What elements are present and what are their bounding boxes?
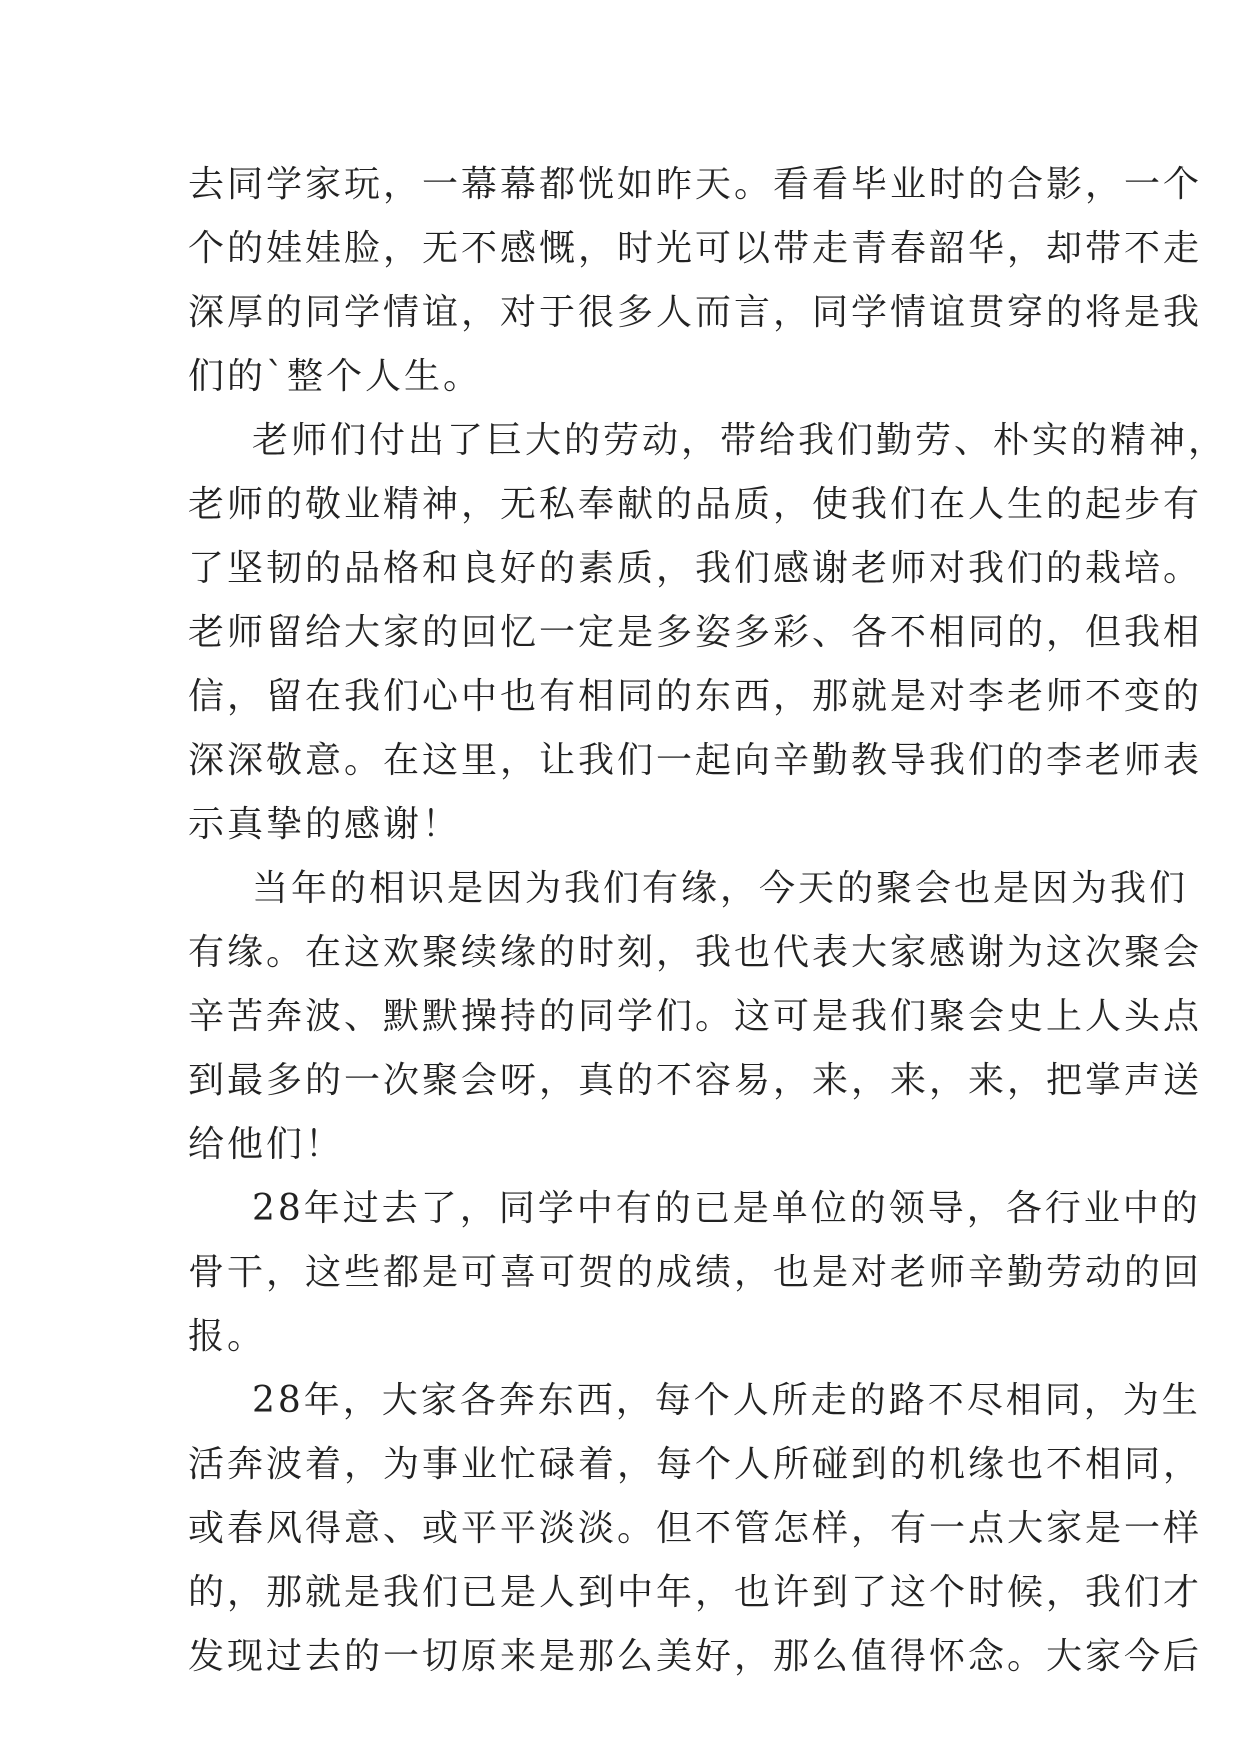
text-line: 去同学家玩，一幕幕都恍如昨天。看看毕业时的合影，一个 — [188, 164, 1203, 205]
text-line: 骨干，这些都是可喜可贺的成绩，也是对老师辛勤劳动的回 — [188, 1252, 1203, 1293]
text-line: 老师留给大家的回忆一定是多姿多彩、各不相同的，但我相 — [188, 612, 1203, 653]
text-line: 活奔波着，为事业忙碌着，每个人所碰到的机缘也不相同， — [188, 1444, 1203, 1485]
text-line: 辛苦奔波、默默操持的同学们。这可是我们聚会史上人头点 — [188, 996, 1203, 1037]
text-line: 老师的敬业精神，无私奉献的品质，使我们在人生的起步有 — [188, 484, 1203, 525]
text-line: 或春风得意、或平平淡淡。但不管怎样，有一点大家是一样 — [188, 1508, 1203, 1549]
text-line: 28年过去了，同学中有的已是单位的领导，各行业中的 — [252, 1188, 1201, 1229]
text-line: 报。 — [188, 1316, 267, 1357]
text-line: 深深敬意。在这里，让我们一起向辛勤教导我们的李老师表 — [188, 740, 1203, 781]
paragraph — [188, 1369, 1203, 1689]
text-line: 的，那就是我们已是人到中年，也许到了这个时候，我们才 — [188, 1572, 1203, 1613]
paragraph — [188, 857, 1203, 1177]
paragraph — [188, 1177, 1203, 1369]
text-line: 个的娃娃脸，无不感慨，时光可以带走青春韶华，却带不走 — [188, 228, 1203, 269]
text-line: 给他们！ — [188, 1124, 345, 1165]
text-line: 有缘。在这欢聚续缘的时刻，我也代表大家感谢为这次聚会 — [188, 932, 1203, 973]
text-line: 信，留在我们心中也有相同的东西，那就是对李老师不变的 — [188, 676, 1203, 717]
paragraph — [188, 153, 1203, 409]
text-line: 老师们付出了巨大的劳动，带给我们勤劳、朴实的精神， — [252, 420, 1228, 461]
text-line: 示真挚的感谢！ — [188, 804, 462, 845]
text-line: 发现过去的一切原来是那么美好，那么值得怀念。大家今后 — [188, 1636, 1203, 1677]
paragraph — [188, 409, 1228, 857]
document-body — [188, 153, 1228, 1689]
text-line: 当年的相识是因为我们有缘，今天的聚会也是因为我们 — [252, 868, 1189, 909]
text-line: 深厚的同学情谊，对于很多人而言，同学情谊贯穿的将是我 — [188, 292, 1203, 333]
text-line: 了坚韧的品格和良好的素质，我们感谢老师对我们的栽培。 — [188, 548, 1203, 589]
text-line: 们的`整个人生。 — [188, 356, 483, 397]
text-line: 到最多的一次聚会呀，真的不容易，来，来，来，把掌声送 — [188, 1060, 1203, 1101]
text-line: 28年，大家各奔东西，每个人所走的路不尽相同，为生 — [252, 1380, 1201, 1421]
